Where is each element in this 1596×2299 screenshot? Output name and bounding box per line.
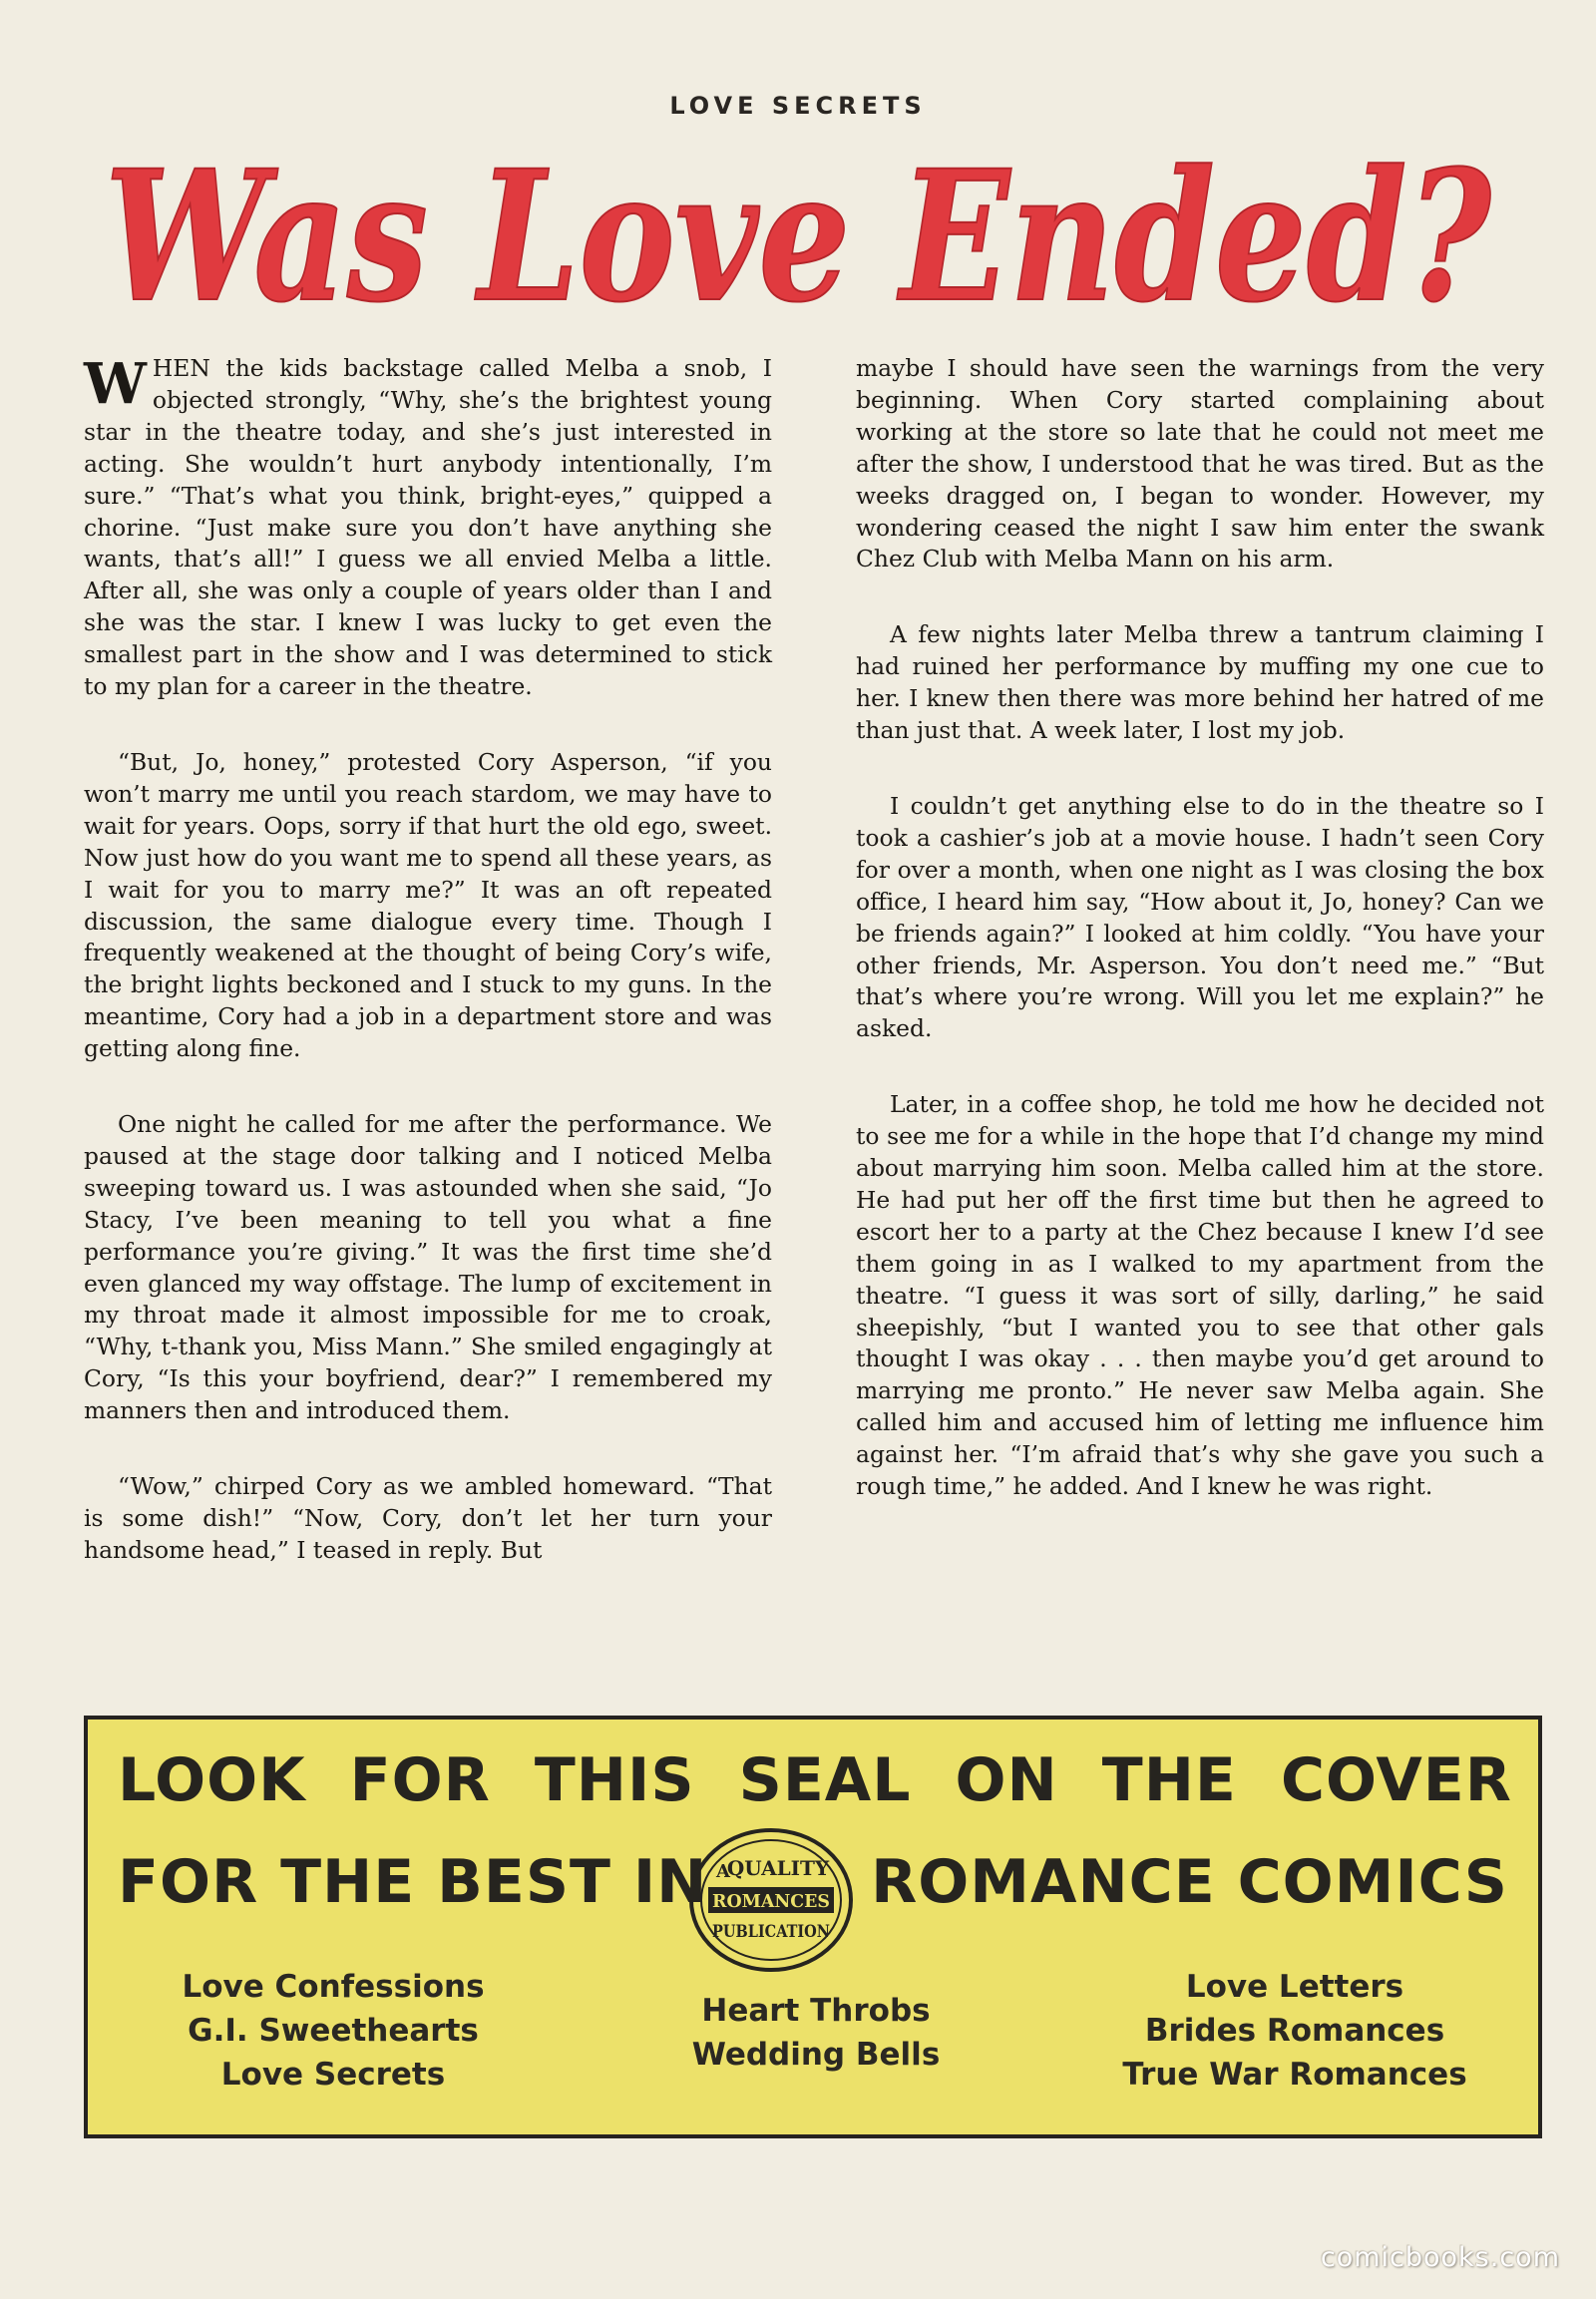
story-paragraph: I couldn’t get anything else to do in the theatre so I took a cashier’s job at a movie house. I hadn’t seen Cory for over a month, when one night as I was closing the box office, I heard him say, “How about it, Jo, honey? Can we be friends again?” I looked at him coldly. “You have your other friends, Mr. Asperson. You don’t need me.” “But that’s where you’re wrong. Will you let me explain?” he asked. bbox=[856, 791, 1544, 1043]
comic-title: True War Romances bbox=[1122, 2057, 1467, 2093]
story-title-text: Was Love Ended? bbox=[105, 132, 1493, 342]
story-column-left bbox=[84, 353, 772, 1611]
story-paragraph: “Wow,” chirped Cory as we ambled homeward. “That is some dish!” “Now, Cory, don’t let her turn your handsome head,” I teased in reply. But bbox=[84, 1472, 772, 1564]
story-paragraph: maybe I should have seen the warnings from the very beginning. When Cory started complaining about working at the store so late that he could not meet me after the show, I understood that he was tired. But as the weeks dragged on, I began to wonder. However, my wondering ceased the night I saw him enter the swank Chez Club with Melba Mann on his arm. bbox=[856, 354, 1544, 574]
seal-line2: ROMANCES bbox=[712, 1891, 830, 1912]
magazine-label: LOVE SECRETS bbox=[669, 92, 927, 120]
paragraph-text: HEN the kids backstage called Melba a snob, I objected strongly, “Why, she’s the brightest young star in the theatre today, and she’s just interested in acting. She wouldn’t hurt anybody intentionally, I’m sure.” “That’s what you think, bright-eyes,” quipped a chorine. “Just make sure you don’t have anything she wants, that’s all!” I guess we all envied Melba a little. After all, she was only a couple of years older than I and she was the star. I knew I was lucky to get even the smallest part in the show and I was determined to stick to my plan for a career in the theatre. bbox=[84, 354, 772, 701]
ad-subheadline-right: ROMANCE COMICS bbox=[871, 1847, 1508, 1917]
comic-title: Love Confessions bbox=[182, 1969, 485, 2005]
quality-romances-seal-icon bbox=[686, 1825, 856, 1975]
story-paragraph: A few nights later Melba threw a tantrum claiming I had ruined her performance by muffing my one cue to her. I knew then there was more behind her hatred of me than just that. A week later, I lost my job. bbox=[856, 620, 1544, 745]
ad-subheadline-left: FOR THE BEST IN bbox=[118, 1847, 708, 1917]
comic-titles-list bbox=[1085, 1965, 1504, 2097]
site-watermark: comicbooks.com bbox=[1320, 2242, 1560, 2273]
story-paragraph: “But, Jo, honey,” protested Cory Asperson, “if you won’t marry me until you reach stardom, we may have to wait for years. Oops, sorry if that hurt the old ego, sweet. Now just how do you want me to spend all these years, as I wait for you to marry me?” It was an oft repeated discussion, the same dialogue every time. Though I frequently weakened at the thought of being Cory’s wife, the bright lights beckoned and I stuck to my guns. In the meantime, Cory had a job in a department store and was getting along fine. bbox=[84, 747, 772, 1063]
comic-title: Wedding Bells bbox=[691, 2037, 941, 2073]
seal-line3: PUBLICATION bbox=[712, 1922, 830, 1942]
story-paragraph: Later, in a coffee shop, he told me how he decided not to see me for a while in the hope that I’d change my mind about marrying him soon. Melba called him at the store. He had put her off the first time but then he agreed to escort her to a party at the Chez because I knew I’d see them going in as I walked to my apartment from the theatre. “I guess it was sort of silly, darling,” he said sheepishly, “but I wanted you to see that other gals thought I was okay . . . then maybe you’d get around to marrying me pronto.” He never saw Melba again. She called him and accused him of letting me influence him against her. “I’m afraid that’s why she gave you such a rough time,” he added. And I knew he was right. bbox=[856, 1090, 1544, 1501]
drop-cap: W bbox=[84, 351, 147, 417]
story-title bbox=[0, 110, 1596, 359]
ad-headline: LOOK FOR THIS SEAL ON THE COVER bbox=[118, 1745, 1512, 1815]
comic-title: Heart Throbs bbox=[701, 1993, 931, 2029]
comic-title: Love Secrets bbox=[220, 2057, 446, 2093]
comic-title: G.I. Sweethearts bbox=[188, 2013, 479, 2049]
story-paragraph: One night he called for me after the performance. We paused at the stage door talking and I noticed Melba sweeping toward us. I was astounded when she said, “Jo Stacy, I’ve been meaning to tell you what a fine performance you’re giving.” It was the first time she’d even glanced my way offstage. The lump of excitement in my throat made it almost impossible for me to croak, “Why, t-thank you, Miss Mann.” She smiled engagingly at Cory, “Is this your boyfriend, dear?” I remembered my manners then and introduced them. bbox=[84, 1110, 772, 1425]
comic-title: Love Letters bbox=[1185, 1969, 1404, 2005]
seal-advertisement bbox=[84, 1716, 1542, 2138]
story-column-right bbox=[856, 353, 1544, 1547]
seal-prefix: A bbox=[716, 1861, 730, 1882]
comic-titles-list bbox=[606, 1989, 1025, 2077]
story-paragraph bbox=[84, 353, 772, 703]
comic-titles-list bbox=[124, 1965, 543, 2097]
seal-line1: QUALITY bbox=[726, 1856, 830, 1880]
comic-title: Brides Romances bbox=[1144, 2013, 1445, 2049]
